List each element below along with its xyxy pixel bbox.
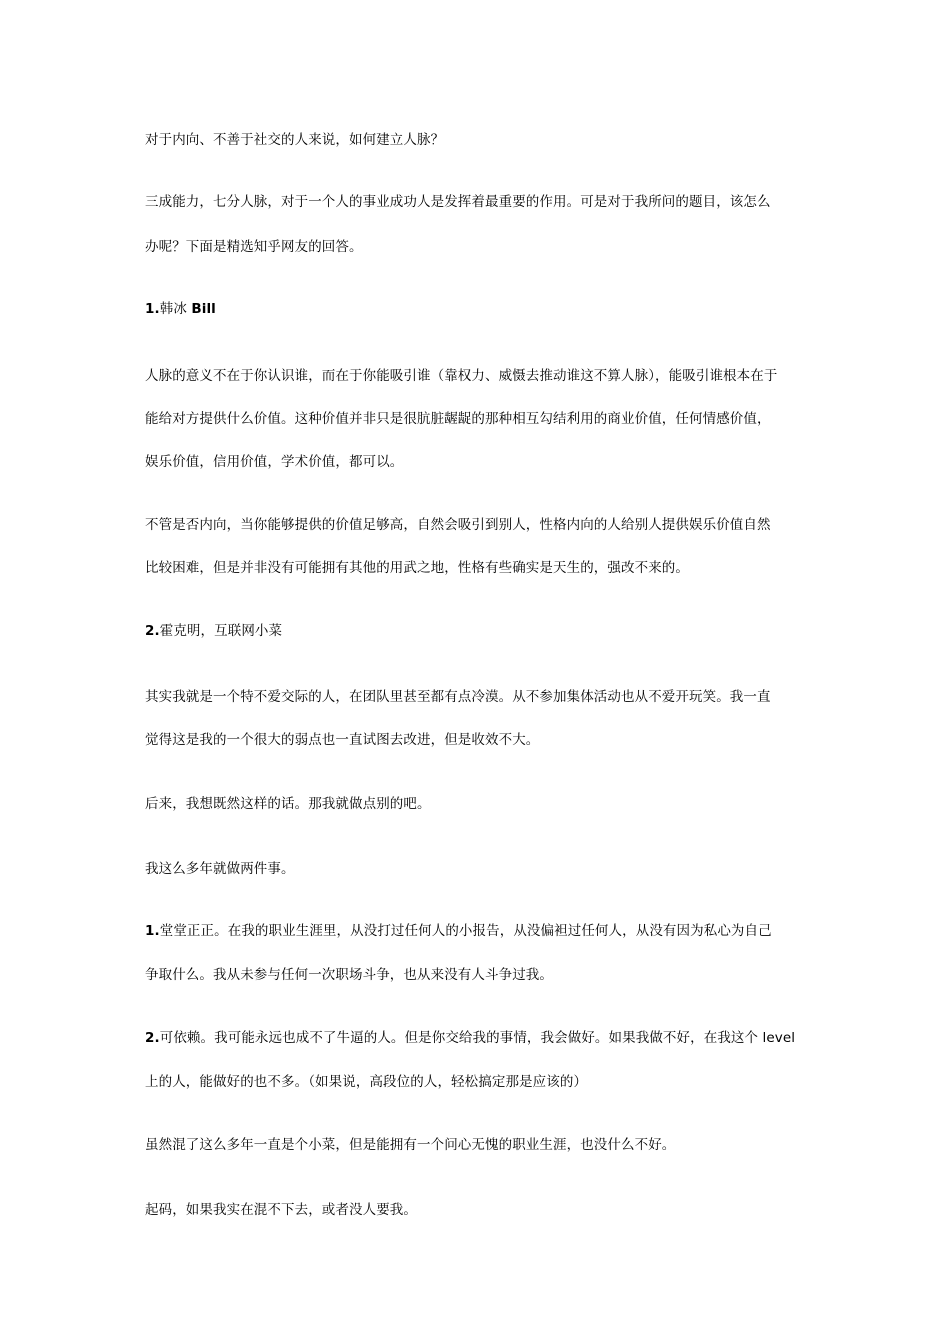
answer2-item2-number: 2. <box>145 1030 160 1046</box>
intro-line-2: 办呢？下面是精选知乎网友的回答。 <box>145 239 363 255</box>
answer2-para5: 起码，如果我实在混不下去，或者没人要我。 <box>145 1202 417 1218</box>
answer2-item2-line-1 <box>145 1029 815 1047</box>
answer2-para3: 我这么多年就做两件事。 <box>145 861 295 877</box>
answer1-heading <box>145 300 815 318</box>
answer1-author-cn: 韩冰 <box>159 301 192 317</box>
answer1-para2-line-2: 比较困难，但是并非没有可能拥有其他的用武之地，性格有些确实是天生的，强改不来的。 <box>145 560 689 576</box>
answer2-para1-line-1: 其实我就是一个特不爱交际的人，在团队里甚至都有点冷漠。从不参加集体活动也从不爱开玩笑。我一直 <box>145 689 771 705</box>
answer2-heading <box>145 622 815 640</box>
intro-line-1: 三成能力，七分人脉，对于一个人的事业成功人是发挥着最重要的作用。可是对于我所问的题目，该怎么 <box>145 194 771 210</box>
answer2-item1-text-1: 堂堂正正。在我的职业生涯里，从没打过任何人的小报告，从没偏袒过任何人，从没有因为私心为自己 <box>159 923 772 939</box>
answer2-item1-number: 1. <box>145 923 160 939</box>
document-title: 对于内向、不善于社交的人来说，如何建立人脉？ <box>145 132 445 148</box>
answer1-author-en: Bill <box>191 301 216 317</box>
answer2-para1-line-2: 觉得这是我的一个很大的弱点也一直试图去改进，但是收效不大。 <box>145 732 540 748</box>
answer2-item1-line-1 <box>145 922 815 940</box>
answer2-item2-text-1: 可依赖。我可能永远也成不了牛逼的人。但是你交给我的事情，我会做好。如果我做不好，在我这个 <box>159 1030 763 1046</box>
answer1-para2-line-1: 不管是否内向，当你能够提供的价值足够高，自然会吸引到别人，性格内向的人给别人提供娱乐价值自然 <box>145 517 771 533</box>
answer2-author: 霍克明，互联网小菜 <box>159 623 283 639</box>
answer2-item2-line-2: 上的人，能做好的也不多。（如果说，高段位的人，轻松搞定那是应该的） <box>145 1074 588 1090</box>
answer1-number: 1. <box>145 301 160 317</box>
answer1-para1-line-3: 娱乐价值，信用价值，学术价值，都可以。 <box>145 454 404 470</box>
answer1-para1-line-1: 人脉的意义不在于你认识谁，而在于你能吸引谁（靠权力、威慑去推动谁这不算人脉），能吸引谁根本在于 <box>145 368 778 384</box>
answer2-para2: 后来，我想既然这样的话。那我就做点别的吧。 <box>145 796 431 812</box>
answer2-item1-line-2: 争取什么。我从未参与任何一次职场斗争，也从来没有人斗争过我。 <box>145 967 553 983</box>
answer2-number: 2. <box>145 623 160 639</box>
answer2-para4: 虽然混了这么多年一直是个小菜，但是能拥有一个问心无愧的职业生涯，也没什么不好。 <box>145 1137 676 1153</box>
answer1-para1-line-2: 能给对方提供什么价值。这种价值并非只是很肮脏龌龊的那种相互勾结利用的商业价值，任何情感价值， <box>145 411 771 427</box>
answer2-item2-level: level <box>762 1030 796 1046</box>
